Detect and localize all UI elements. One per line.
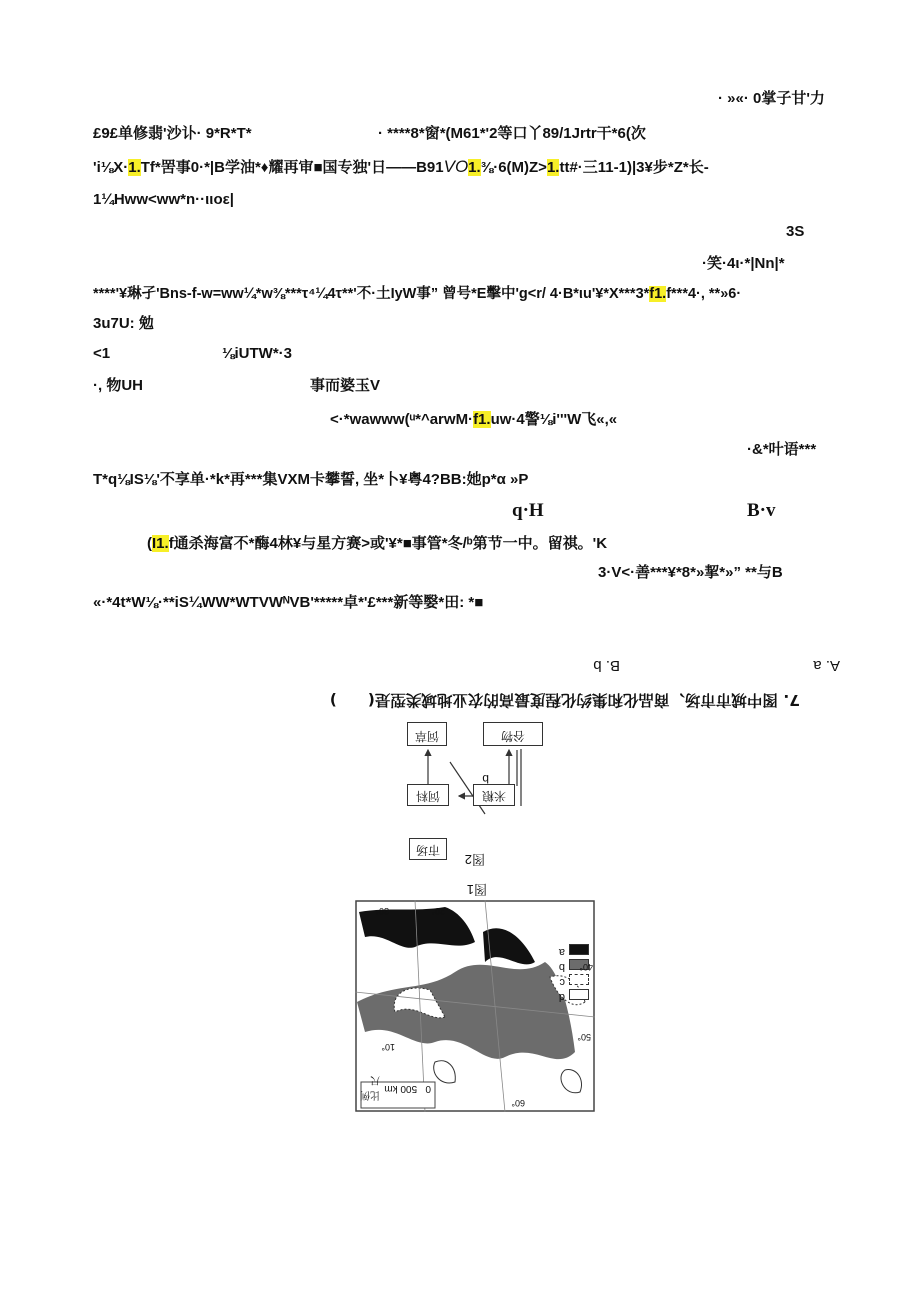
degree-label: 10° [381, 1042, 395, 1052]
legend-label-b: b [558, 961, 565, 973]
box-rice: 米粮 [473, 784, 515, 806]
text-seg: f通杀海富不*酶4林¥与星方赛>或'¥*■事管*冬/ᵇ第节一中。留祺。'K [168, 535, 608, 552]
box-market: 市场 [409, 838, 447, 860]
scale-label: 比例尺 [360, 1074, 380, 1100]
question-text: 7. 图中城市市场、商品化和集约化程度最高的农业地域类型是( ) [329, 691, 800, 709]
text-line-14 [330, 410, 617, 430]
text-line-21: «·*4t*W⅛·**iS¼WW*WTVWᴺVB'*****卓*'£***新等嫛*田: *■ [93, 594, 484, 611]
highlight-mark: f1. [473, 411, 491, 428]
legend-swatch-d [569, 989, 589, 1000]
text-line-8 [93, 284, 741, 304]
text-line-5: 1¼Hww<ww*n··ιιoε| [93, 191, 234, 208]
text-line-6: 3S [786, 223, 805, 240]
option-b: B. b [593, 657, 620, 674]
legend-label-c: c [559, 976, 565, 988]
figure-2-diagram [395, 712, 545, 870]
degree-label: 50° [577, 1032, 591, 1042]
option-a: A. a [813, 657, 840, 674]
text-seg: <·*wawww(ᵘ*^arwM· [330, 411, 474, 428]
text-line-7: ·笑·4ι·*|Nn|* [702, 255, 785, 272]
text-line-13: 事而婆玉V [310, 377, 381, 394]
text-line-16: T*q⅛IS⅛'不享单·*k*再***集VXM卡攀誓, 坐*卜¥粤4?BB:她p*α »P [93, 471, 529, 488]
text-line-1: · »«· 0掌子甘'力 [718, 90, 825, 107]
text-line-11: ⅛iUTW*·3 [222, 345, 293, 362]
highlight-mark: 1. [546, 159, 560, 176]
text-line-3: · ****8*窗*(M61*'2等口丫89/1Jrtr干*6(次 [378, 125, 646, 142]
highlight-mark: 1. [468, 159, 481, 176]
text-line-2: £9£单修翡'沙讣· 9*R*T* [93, 125, 252, 142]
legend-swatch-c [569, 974, 589, 985]
text-line-12: ·, 物UH [93, 377, 143, 394]
arrow-label-b: b [482, 772, 489, 786]
text-seg: ****'¥琳孑'Bns-f-w=ww¼*w⅜***τ⁴¼4τ**'不·土IyW事” 曾号*E擊中'g<r/ 4·B*ιu'¥*X***3* [93, 286, 650, 302]
box-forage: 饲草 [407, 722, 447, 746]
text-seg: ( [147, 535, 152, 552]
text-line-10: <1 [93, 345, 111, 362]
legend-label-a: a [558, 946, 565, 958]
text-line-20: 3·V<·善***¥*8*»挈*»” **与B [598, 564, 783, 581]
degree-label: 20° [431, 906, 445, 916]
legend-label-d: d [558, 991, 565, 1003]
flipped-question [330, 686, 800, 712]
text-seg: f***4·, **»6· [666, 286, 742, 302]
text-line-4 [93, 157, 709, 178]
text-line-18: B·v [747, 500, 776, 521]
highlight-mark: I1. [152, 535, 169, 552]
text-seg: uw·4警⅛i'''W飞«,« [490, 411, 618, 428]
text-line-19 [147, 534, 607, 554]
highlight-mark: 1. [128, 159, 141, 176]
figure-1-map [355, 880, 595, 1112]
degree-label: 40° [579, 962, 593, 972]
highlight-mark: f1. [649, 286, 667, 302]
text-seg: ⅜·6(M)Z> [480, 159, 547, 176]
scale-values: 0 500 km [384, 1083, 431, 1094]
figure-1-caption: 图1 [466, 882, 487, 897]
box-feed: 饲料 [407, 784, 449, 806]
text-line-15: ·&*叶语*** [747, 441, 817, 458]
text-line-17: q·H [512, 500, 544, 521]
flipped-options [420, 652, 860, 674]
text-seg: tt#·三11-1)|3¥步*Z*长- [559, 159, 709, 176]
degree-label: 30° [375, 906, 389, 916]
degree-label: 60° [511, 1098, 525, 1108]
figure-2-caption: 图2 [464, 852, 485, 867]
text-line-9: 3u7U: 勉 [93, 315, 154, 332]
box-grain: 谷物 [483, 722, 543, 746]
text-seg: Tf*罟事0·*|B学油*♦耀再审■国专独'日——B91 [140, 159, 444, 176]
text-seg: VO [443, 157, 469, 176]
text-seg: 'i⅛X· [93, 159, 129, 176]
legend-swatch-a [569, 944, 589, 955]
map-graphic [355, 900, 595, 1112]
